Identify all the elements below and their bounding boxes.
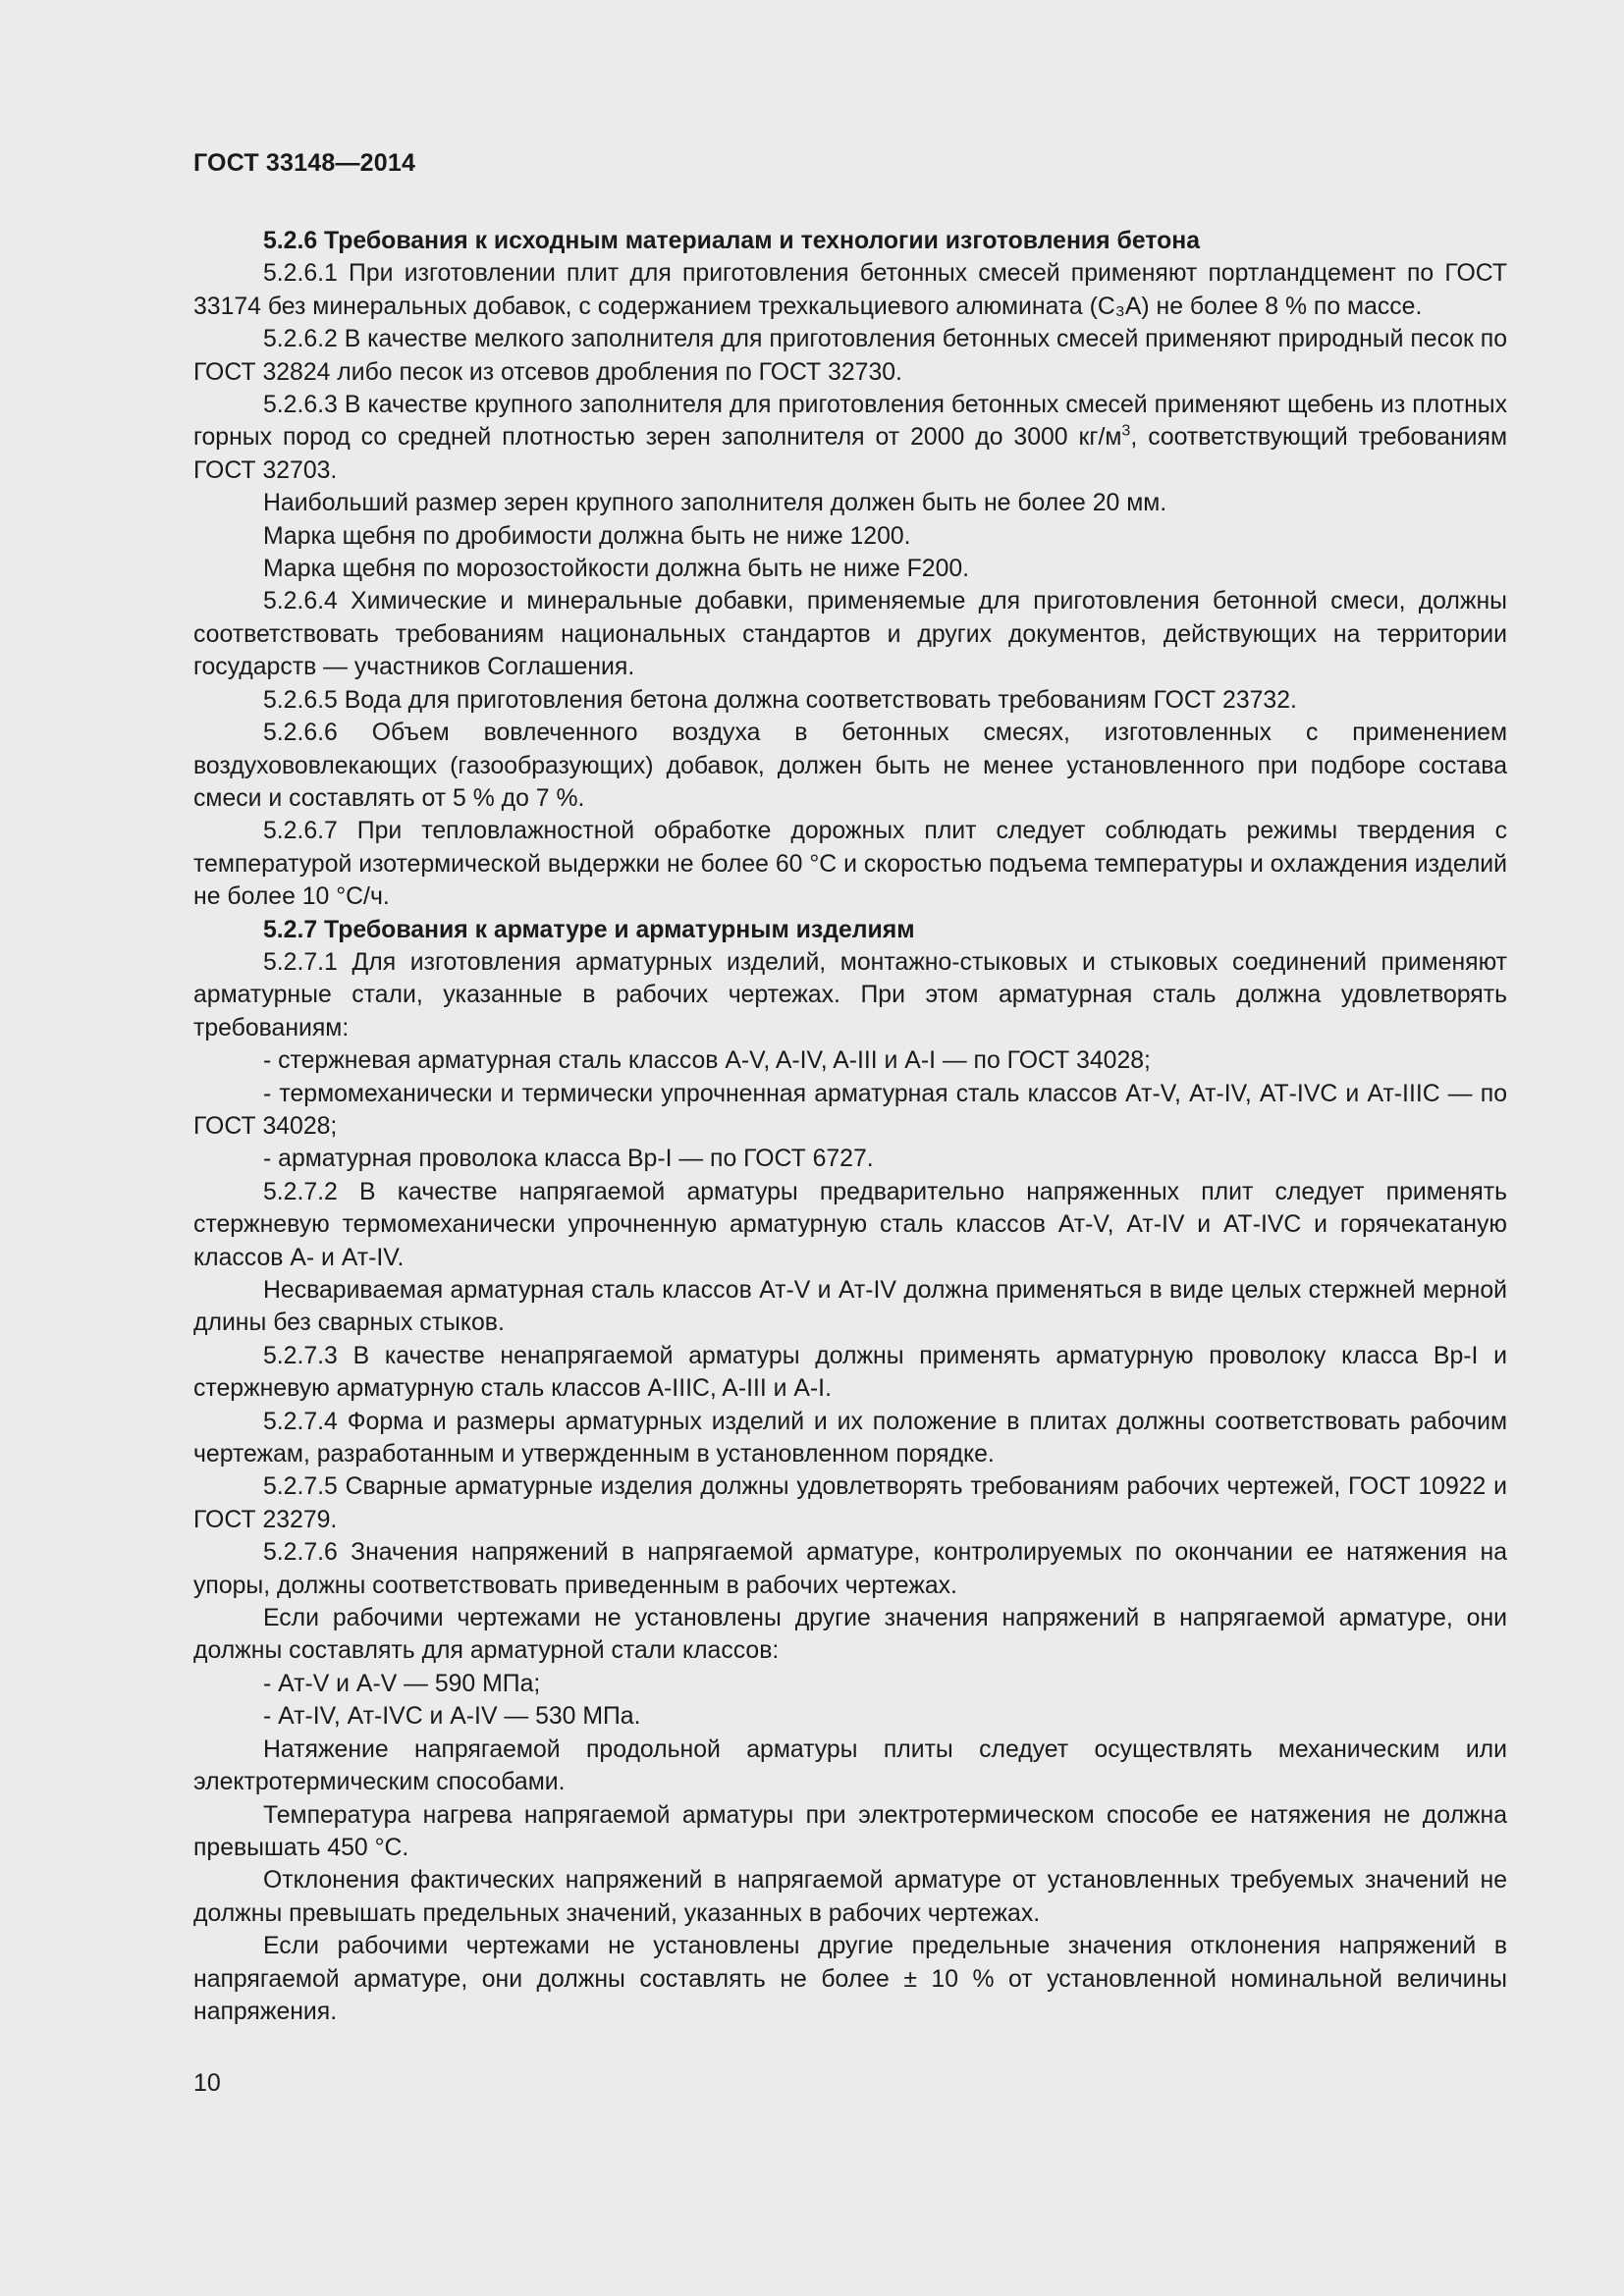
list-item: - Ат-V и A-V — 590 МПа; — [263, 1670, 541, 1697]
list-item: - термомеханически и термически упрочненная арматурная сталь классов Ат-V, Ат-IV, АТ-IVC и Ат-IIIC — по ГОСТ 34028; — [193, 1080, 1507, 1140]
page-content — [193, 225, 1507, 2028]
paragraph-heating-temperature: Температура нагрева напрягаемой арматуры при электротермическом способе ее натяжения не должна превышать 450 °С. — [193, 1801, 1507, 1861]
paragraph-5-2-6-3-text: 5.2.6.3 В качестве крупного заполнителя для приготовления бетонных смесей применяют щебень из плотных горных пород со средней плотностью зерен заполнителя от 2000 до 3000 кг/м — [193, 392, 1507, 452]
list-item: - арматурная проволока класса Вр-I — по ГОСТ 6727. — [263, 1146, 874, 1173]
paragraph-5-2-6-5: 5.2.6.5 Вода для приготовления бетона должна соответствовать требованиям ГОСТ 23732. — [263, 686, 1297, 714]
paragraph-tensioning-method: Натяжение напрягаемой продольной арматуры плиты следует осуществлять механическим или электротермическим способами. — [193, 1735, 1507, 1796]
paragraph-crushability: Марка щебня по дробимости должна быть не ниже 1200. — [263, 522, 911, 550]
paragraph-stress-deviations: Отклонения фактических напряжений в напрягаемой арматуре от установленных требуемых значений не должны превышать предельных значений, указанных в рабочих чертежах. — [193, 1867, 1507, 1927]
paragraph-frost-resistance: Марка щебня по морозостойкости должна быть не ниже F200. — [263, 556, 970, 583]
paragraph-5-2-6-4: 5.2.6.4 Химические и минеральные добавки, применяемые для приготовления бетонной смеси, должны соответствовать требованиям национальных стандартов и других документов, действующих на территории государств — участников Соглашения. — [193, 588, 1507, 681]
list-item: - Ат-IV, Ат-IVC и A-IV — 530 МПа. — [263, 1703, 641, 1731]
paragraph-5-2-7-1: 5.2.7.1 Для изготовления арматурных изделий, монтажно-стыковых и стыковых соединений применяют арматурные стали, указанные в рабочих чертежах. При этом арматурная сталь должна удовлетворять требованиям: — [193, 948, 1507, 1041]
list-item: - стержневая арматурная сталь классов A-V, A-IV, A-III и A-I — по ГОСТ 34028; — [263, 1047, 1151, 1075]
superscript-cubic: 3 — [1121, 421, 1131, 440]
paragraph-5-2-6-7: 5.2.6.7 При тепловлажностной обработке дорожных плит следует соблюдать режимы твердения с температурой изотермической выдержки не более 60 °С и скоростью подъема температуры и охлаждения изделий не более 10 °С/ч. — [193, 818, 1507, 911]
paragraph-5-2-6-2: 5.2.6.2 В качестве мелкого заполнителя для приготовления бетонных смесей применяют природный песок по ГОСТ 32824 либо песок из отсевов дробления по ГОСТ 32730. — [193, 326, 1507, 386]
paragraph-deviation-limit: Если рабочими чертежами не установлены другие предельные значения отклонения напряжений в напрягаемой арматуре, они должны составлять не более ± 10 % от установленной номинальной величины напряжения. — [193, 1933, 1507, 2025]
page-number: 10 — [193, 2069, 221, 2097]
paragraph-5-2-6-3-tail: , соответствующий требованиям ГОСТ 32703. — [193, 424, 1508, 484]
paragraph-5-2-7-4: 5.2.7.4 Форма и размеры арматурных изделий и их положение в плитах должны соответствовать рабочим чертежам, разработанным и утвержденным в установленном порядке. — [193, 1408, 1507, 1468]
paragraph-5-2-7-6: 5.2.7.6 Значения напряжений в напрягаемой арматуре, контролируемых по окончании ее натяжения на упоры, должны соответствовать приведенным в рабочих чертежах. — [193, 1539, 1507, 1599]
paragraph-5-2-7-5: 5.2.7.5 Сварные арматурные изделия должны удовлетворять требованиям рабочих чертежей, ГОСТ 10922 и ГОСТ 23279. — [193, 1473, 1507, 1533]
section-heading-5-2-6: 5.2.6 Требования к исходным материалам и технологии изготовления бетона — [263, 228, 1201, 254]
paragraph-stress-values: Если рабочими чертежами не установлены другие значения напряжений в напрягаемой арматуре, они должны составлять для арматурной стали классов: — [193, 1605, 1507, 1665]
paragraph-5-2-6-1: 5.2.6.1 При изготовлении плит для приготовления бетонных смесей применяют портландцемент по ГОСТ 33174 без минеральных добавок, с содержанием трехкальциевого алюмината (С₃А) не более 8 % по массе. — [193, 260, 1507, 320]
standard-header: ГОСТ 33148—2014 — [193, 149, 416, 177]
paragraph-5-2-6-6: 5.2.6.6 Объем вовлеченного воздуха в бетонных смесях, изготовленных с применением воздухововлекающих (газообразующих) добавок, должен быть не менее установленного при подборе состава смеси и составлять от 5 % до 7 %. — [193, 720, 1507, 812]
paragraph-5-2-7-3: 5.2.7.3 В качестве ненапрягаемой арматуры должны применять арматурную проволоку класса Вр-I и стержневую арматурную сталь классов A-IIIC, A-III и A-I. — [193, 1342, 1507, 1403]
paragraph-5-2-6-3 — [193, 389, 1507, 487]
section-heading-5-2-7: 5.2.7 Требования к арматуре и арматурным изделиям — [263, 916, 915, 943]
paragraph-aggregate-size: Наибольший размер зерен крупного заполнителя должен быть не более 20 мм. — [263, 490, 1167, 517]
paragraph-non-weldable: Несвариваемая арматурная сталь классов Ат-V и Ат-IV должна применяться в виде целых стержней мерной длины без сварных стыков. — [193, 1277, 1507, 1337]
paragraph-5-2-7-2: 5.2.7.2 В качестве напрягаемой арматуры предварительно напряженных плит следует применять стержневую термомеханически упрочненную арматурную сталь классов Ат-V, Ат-IV и АТ-IVC и горячекатаную классов А- и Ат-IV. — [193, 1178, 1507, 1271]
